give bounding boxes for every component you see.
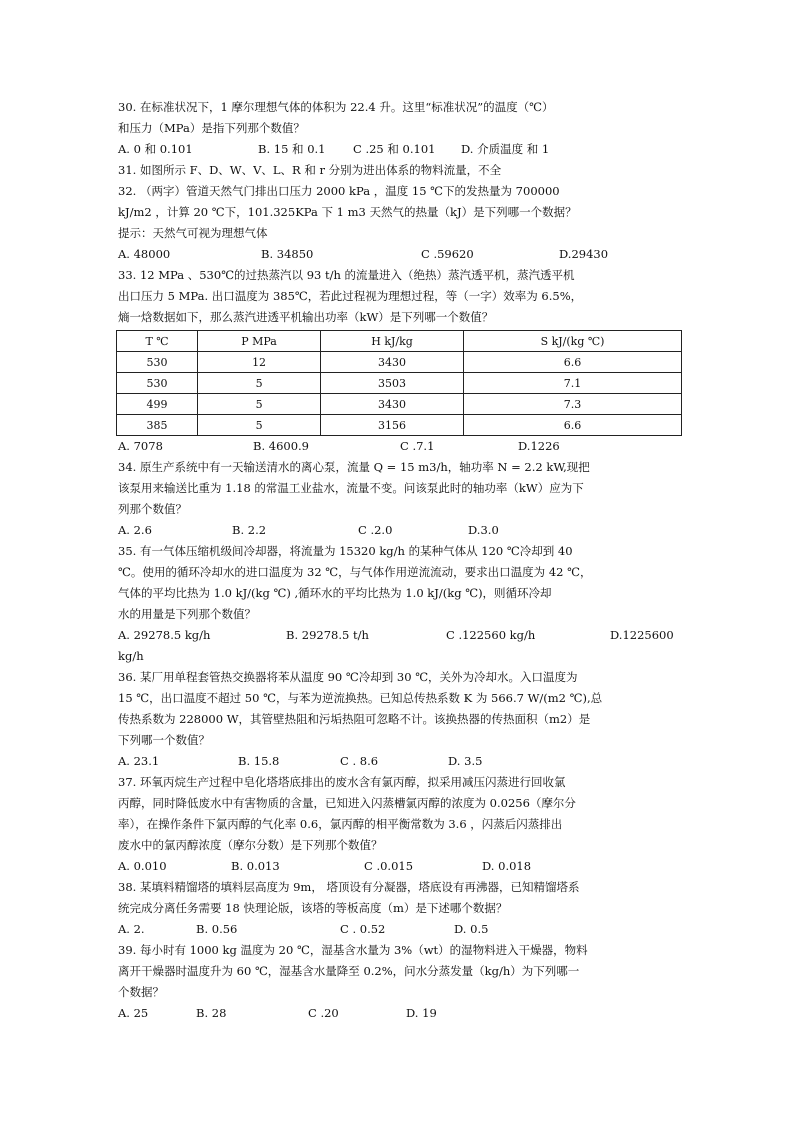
table-cell: 530 [117,373,198,394]
table-header-cell: S kJ/(kg ℃) [464,331,682,352]
q37-option-b: B. 0.013 [231,859,280,873]
q37-option-a: A. 0.010 [118,859,167,873]
q33-option-c: C .7.1 [400,439,435,453]
q30-option-c: C .25 和 0.101 [353,142,436,156]
q36-line-2: 15 ℃，出口温度不超过 50 ℃，与苯为逆流换热。已知总传热系数 K 为 566.7 W/(m2 ℃),总 [118,691,603,705]
q34-line-2: 该泵用来输送比重为 1.18 的常温工业盐水，流量不变。问该泵此时的轴功率（kW）应为下 [118,481,584,495]
q36-option-b: B. 15.8 [238,754,280,768]
table-row [117,352,682,373]
q35-option-b: B. 29278.5 t/h [286,628,369,642]
q34-option-b: B. 2.2 [232,523,267,537]
table-cell: 499 [117,394,198,415]
q30-line-2: 和压力（MPa）是指下列那个数值？ [118,121,305,135]
q30-line-1: 30. 在标准状况下，1 摩尔理想气体的体积为 22.4 升。这里“标准状况”的温度（℃） [118,100,554,114]
table-row [117,394,682,415]
q39-line-2: 离开干燥器时温度升为 60 ℃，湿基含水量降至 0.2%，问水分蒸发量（kg/h）为下列哪一 [118,964,580,978]
q33-option-b: B. 4600.9 [253,439,310,453]
table-cell: 385 [117,415,198,436]
q36-line-1: 36. 某厂用单程套管热交换器将苯从温度 90 ℃冷却到 30 ℃，关外为冷却水。入口温度为 [118,670,578,684]
table-header-row [117,331,682,352]
document-page [118,97,688,1024]
q34-option-a: A. 2.6 [118,523,152,537]
q30-option-b: B. 15 和 0.1 [258,142,326,156]
q36-line-3: 传热系数为 228000 W，其管壁热阻和污垢热阻可忽略不计。该换热器的传热面积（m2）是 [118,712,591,726]
table-cell: 3503 [321,373,464,394]
q35-option-d-continuation: kg/h [118,649,144,663]
q38-line-2: 统完成分离任务需要 18 快理论版，该塔的等板高度（m）是下述哪个数据？ [118,901,508,915]
table-cell: 6.6 [464,415,682,436]
q33-line-3: 熵一焓数据如下，那么蒸汽进透平机输出功率（kW）是下列哪一个数值？ [118,310,494,324]
q33-option-a: A. 7078 [118,439,163,453]
q39-option-b: B. 28 [196,1006,227,1020]
q34-options [118,520,688,541]
table-cell: 5 [198,373,321,394]
q30-option-a: A. 0 和 0.101 [118,142,193,156]
q39-option-c: C .20 [308,1006,339,1020]
q35-option-c: C .122560 kg/h [446,628,536,642]
q36-option-a: A. 23.1 [118,754,160,768]
q30-options [118,139,688,160]
q37-line-3: 率），在操作条件下氯丙醇的气化率 0.6，氯丙醇的相平衡常数为 3.6 ，闪蒸后闪蒸排出 [118,817,563,831]
table-cell: 530 [117,352,198,373]
q38-option-a: A. 2. [118,922,145,936]
table-row [117,415,682,436]
table-cell: 5 [198,394,321,415]
q35-line-1: 35. 有一气体压缩机级间冷却器，将流量为 15320 kg/h 的某种气体从 120 ℃冷却到 40 [118,544,573,558]
q36-option-d: D. 3.5 [448,754,483,768]
q32-line-3: 提示：天然气可视为理想气体 [118,226,268,240]
q39-option-d: D. 19 [406,1006,437,1020]
q38-option-c: C . 0.52 [340,922,386,936]
q38-options [118,919,688,940]
q38-option-b: B. 0.56 [196,922,238,936]
q36-option-c: C . 8.6 [340,754,379,768]
q37-line-4: 废水中的氯丙醇浓度（摩尔分数）是下列那个数值？ [118,838,383,852]
q38-line-1: 38. 某填料精馏塔的填料层高度为 9m， 塔顶设有分凝器，塔底设有再沸器，已知精馏塔系 [118,880,580,894]
q35-option-a: A. 29278.5 kg/h [118,628,211,642]
q36-options [118,751,688,772]
q32-option-a: A. 48000 [118,247,171,261]
q37-line-2: 丙醇，同时降低废水中有害物质的含量，已知进入闪蒸槽氯丙醇的浓度为 0.0256（摩尔分 [118,796,576,810]
q32-option-b: B. 34850 [261,247,314,261]
table-cell: 3430 [321,352,464,373]
q39-line-1: 39. 每小时有 1000 kg 温度为 20 ℃，湿基含水量为 3%（wt）的湿物料进入干燥器，物料 [118,943,588,957]
q34-option-c: C .2.0 [358,523,393,537]
table-cell: 3156 [321,415,464,436]
q33-line-2: 出口压力 5 MPa. 出口温度为 385℃，若此过程视为理想过程，等（一字）效率为 6.5%， [118,289,583,303]
q32-option-c: C .59620 [421,247,474,261]
q37-option-d: D. 0.018 [482,859,532,873]
q34-line-1: 34. 原生产系统中有一天输送清水的离心泵，流量 Q = 15 m3/h，轴功率 N = 2.2 kW,现把 [118,460,590,474]
table-cell: 6.6 [464,352,682,373]
q32-line-1: 32. （两字）管道天然气门排出口压力 2000 kPa ，温度 15 ℃下的发热量为 700000 [118,184,560,198]
q31-line-1: 31. 如图所示 F、D、W、V、L、R 和 r 分别为进出体系的物料流量，不全 [118,163,502,177]
q32-option-d: D.29430 [559,247,609,261]
q38-option-d: D. 0.5 [454,922,489,936]
q35-line-2: ℃。使用的循环冷却水的进口温度为 32 ℃，与气体作用逆流流动，要求出口温度为 42 ℃， [118,565,592,579]
q37-options [118,856,688,877]
table-cell: 3430 [321,394,464,415]
q34-line-3: 列那个数值？ [118,502,187,516]
table-cell: 5 [198,415,321,436]
q32-options [118,244,688,265]
q35-option-d: D.1225600 [610,628,674,642]
q35-options [118,625,688,646]
q33-line-1: 33. 12 MPa 、530℃的过热蒸汽以 93 t/h 的流量进入（绝热）蒸汽透平机，蒸汽透平机 [118,268,575,282]
table-header-cell: P MPa [198,331,321,352]
q30-option-d: D. 介质温度 和 1 [461,142,550,156]
q32-line-2: kJ/m2 ，计算 20 ℃下，101.325KPa 下 1 m3 天然气的热量（kJ）是下列哪一个数据？ [118,205,577,219]
q34-option-d: D.3.0 [468,523,499,537]
table-cell: 7.1 [464,373,682,394]
table-header-cell: H kJ/kg [321,331,464,352]
table-cell: 7.3 [464,394,682,415]
q37-line-1: 37. 环氧丙烷生产过程中皂化塔塔底排出的废水含有氯丙醇，拟采用减压闪蒸进行回收氯 [118,775,566,789]
q33-option-d: D.1226 [518,439,560,453]
steam-property-table [116,330,682,436]
table-header-cell: T ℃ [117,331,198,352]
table-cell: 12 [198,352,321,373]
q33-options [118,436,688,457]
q39-line-3: 个数据？ [118,985,164,999]
q39-options [118,1003,688,1024]
q37-option-c: C .0.015 [364,859,414,873]
q35-line-4: 水的用量是下列那个数值？ [118,607,256,621]
q36-line-4: 下列哪一个数值？ [118,733,210,747]
q39-option-a: A. 25 [118,1006,149,1020]
q35-line-3: 气体的平均比热为 1.0 kJ/(kg ℃) ,循环水的平均比热为 1.0 kJ/(kg ℃)，则循环冷却 [118,586,552,600]
table-row [117,373,682,394]
